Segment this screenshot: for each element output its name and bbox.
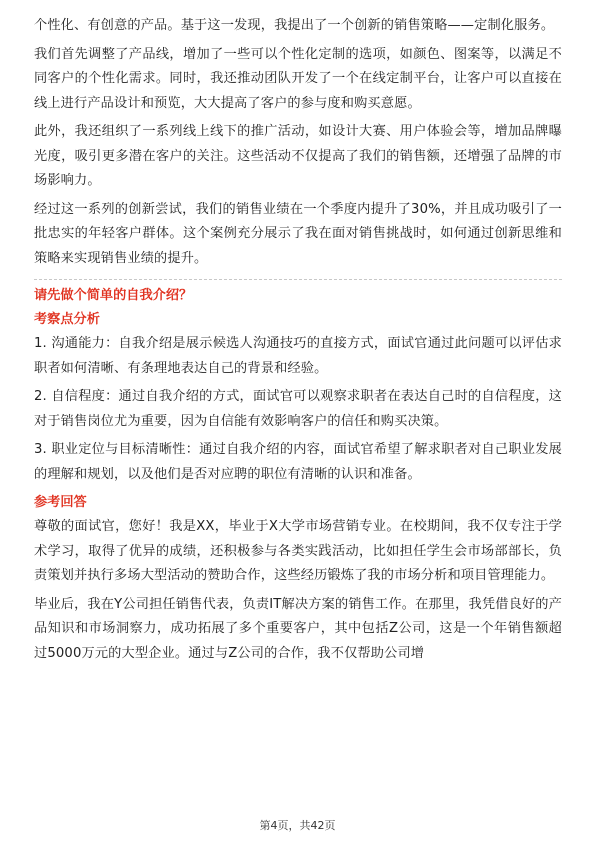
- answer-heading: 参考回答: [34, 495, 87, 510]
- page-number: 第4页，共42页: [259, 819, 336, 832]
- page-content: [34, 14, 562, 670]
- intro-paragraph-1: 个性化、有创意的产品。基于这一发现，我提出了一个创新的销售策略——定制化服务。: [34, 18, 555, 33]
- answer-paragraph-1: 尊敬的面试官，您好！我是XX，毕业于X大学市场营销专业。在校期间，我不仅专注于学术学习，取得了优异的成绩，还积极参与各类实践活动，比如担任学生会市场部部长，负责策划并执行多场大型活动的赞助合作，这些经历锻炼了我的市场分析和项目管理能力。: [34, 519, 562, 583]
- answer-paragraph-2: 毕业后，我在Y公司担任销售代表，负责IT解决方案的销售工作。在那里，我凭借良好的产品知识和市场洞察力，成功拓展了多个重要客户，其中包括Z公司，这是一个年销售额超过5000万元的大型企业。通过与Z公司的合作，我不仅帮助公司增: [34, 596, 562, 661]
- analysis-point-2: 2. 自信程度：通过自我介绍的方式，面试官可以观察求职者在表达自己时的自信程度，这对于销售岗位尤为重要，因为自信能有效影响客户的信任和购买决策。: [34, 389, 562, 429]
- intro-paragraph-2: 我们首先调整了产品线，增加了一些可以个性化定制的选项，如颜色、图案等，以满足不同客户的个性化需求。同时，我还推动团队开发了一个在线定制平台，让客户可以直接在线上进行产品设计和预览，大大提高了客户的参与度和购买意愿。: [34, 46, 562, 111]
- intro-paragraph-3: 此外，我还组织了一系列线上线下的推广活动，如设计大赛、用户体验会等，增加品牌曝光度，吸引更多潜在客户的关注。这些活动不仅提高了我们的销售额，还增强了品牌的市场影响力。: [34, 124, 562, 188]
- section-divider: [34, 279, 562, 280]
- analysis-point-3: 3. 职业定位与目标清晰性：通过自我介绍的内容，面试官希望了解求职者对自己职业发展的理解和规划，以及他们是否对应聘的职位有清晰的认识和准备。: [34, 442, 562, 482]
- intro-paragraph-4: 经过这一系列的创新尝试，我们的销售业绩在一个季度内提升了30%，并且成功吸引了一批忠实的年轻客户群体。这个案例充分展示了我在面对销售挑战时，如何通过创新思维和策略来实现销售业绩的提升。: [34, 201, 562, 266]
- analysis-point-1: 1. 沟通能力：自我介绍是展示候选人沟通技巧的直接方式，面试官通过此问题可以评估求职者如何清晰、有条理地表达自己的背景和经验。: [34, 336, 562, 376]
- question-heading: 请先做个简单的自我介绍？: [34, 288, 193, 303]
- analysis-heading: 考察点分析: [34, 312, 100, 327]
